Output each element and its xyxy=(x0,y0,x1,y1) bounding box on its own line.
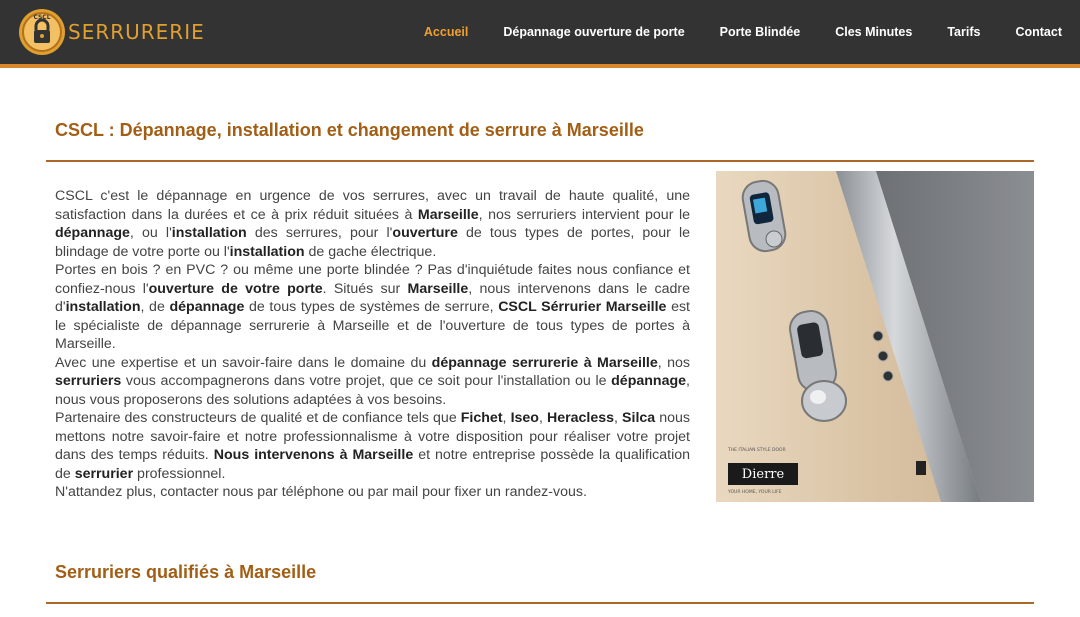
bold-text: Heracless xyxy=(546,410,615,426)
text-run: , nos serruriers intervient pour le xyxy=(478,206,690,223)
text-run: CSCL c'est le dépannage en urgence de vos serrures, avec un travail de haute qualité, une satisfaction dans la durées et ce à prix réduit situées à xyxy=(55,188,690,223)
main-nav xyxy=(389,0,1062,64)
svg-text:YOUR HOME, YOUR LIFE: YOUR HOME, YOUR LIFE xyxy=(728,490,782,495)
text-run: Partenaire des constructeurs de qualité et de confiance tels que xyxy=(55,410,461,426)
text-run: , xyxy=(502,410,511,426)
text-run: , de xyxy=(140,299,170,315)
section-title: CSCL : Dépannage, installation et changement de serrure à Marseille xyxy=(55,120,644,140)
text-run: . Situés sur xyxy=(322,280,408,297)
bold-text: Marseille xyxy=(417,206,479,223)
text-run: N'attandez plus, contacter nous par téléphone ou par mail pour fixer un randez-vous. xyxy=(55,484,587,500)
bold-text: ouverture xyxy=(392,225,458,241)
bold-text: serrurier xyxy=(74,465,134,482)
site-header xyxy=(0,0,1080,68)
bold-text: dépannage xyxy=(169,299,245,315)
brand-name: SERRURERIE xyxy=(68,20,205,44)
bold-text: ouverture de votre porte xyxy=(148,280,323,297)
bold-text: CSCL Sérrurier Marseille xyxy=(498,299,667,315)
logo-badge-icon xyxy=(18,8,66,56)
bold-text: installation xyxy=(229,243,305,260)
bold-text: installation xyxy=(171,225,247,241)
text-run: professionnel. xyxy=(133,465,226,482)
text-run: , nous intervenons dans le cadre d' xyxy=(55,280,690,315)
intro-text xyxy=(55,187,690,502)
section-divider xyxy=(46,160,1034,162)
bold-text: Nous intervenons à Marseille xyxy=(213,447,414,463)
text-run: , nous vous proposerons des solutions adaptées à vos besoins. xyxy=(55,373,690,408)
text-run: de gache électrique. xyxy=(304,243,437,260)
nav-item-tarifs[interactable]: Tarifs xyxy=(947,25,981,39)
text-run: des serrures, pour l' xyxy=(246,225,393,241)
text-run: , xyxy=(614,410,623,426)
text-run: , nos xyxy=(657,354,691,371)
nav-item-contact[interactable]: Contact xyxy=(1015,25,1062,39)
svg-text:Dierre: Dierre xyxy=(741,467,785,482)
bold-text: dépannage xyxy=(55,225,130,241)
svg-text:CSCL: CSCL xyxy=(33,14,51,21)
paragraph xyxy=(55,261,690,354)
text-run: nous mettons notre savoir-faire et notre professionnalisme à votre disposition pour réaliser votre projet dans des temps réduits. xyxy=(55,410,691,463)
section-title: Serruriers qualifiés à Marseille xyxy=(55,562,317,582)
text-run: de tous types de portes, pour le blindage de votre porte ou l' xyxy=(55,225,690,260)
text-run: vous accompagnerons dans votre projet, que ce soit pour l'installation ou le xyxy=(121,373,612,389)
nav-item-depannage[interactable]: Dépannage ouverture de porte xyxy=(503,25,685,39)
nav-item-cles-minutes[interactable]: Cles Minutes xyxy=(835,25,913,39)
nav-item-accueil[interactable]: Accueil xyxy=(423,25,469,39)
bold-text: Fichet xyxy=(460,410,503,426)
bold-text: Silca xyxy=(622,410,656,426)
text-run: et notre entreprise possède la qualification de xyxy=(55,447,690,482)
text-run: de tous types de systèmes de serrure, xyxy=(244,299,499,315)
paragraph xyxy=(55,409,690,483)
svg-text:THE ITALIAN STYLE DOOR: THE ITALIAN STYLE DOOR xyxy=(728,448,786,453)
section-divider xyxy=(46,602,1034,604)
text-run: Avec une expertise et un savoir-faire dans le domaine du xyxy=(55,354,432,371)
bold-text: dépannage xyxy=(611,373,687,389)
door-image-svg xyxy=(716,171,1034,502)
paragraph xyxy=(55,187,690,261)
bold-text: dépannage serrurerie à Marseille xyxy=(431,354,658,371)
bold-text: Marseille xyxy=(407,280,469,297)
text-run: , ou l' xyxy=(129,225,172,241)
text-run: Portes en bois ? en PVC ? ou même une porte blindée ? Pas d'inquiétude faites nous confiance et confiez-nous l' xyxy=(55,262,690,297)
door-lock-photo xyxy=(716,171,1034,502)
bold-text: Iseo xyxy=(510,410,539,426)
paragraph xyxy=(55,483,690,502)
site-logo[interactable] xyxy=(18,8,205,56)
text-run: , xyxy=(538,410,547,426)
bold-text: serruriers xyxy=(55,373,122,389)
text-run: est le spécialiste de dépannage serrurerie à Marseille et de l'ouverture de tous types de portes à Marseille. xyxy=(55,299,690,352)
nav-item-porte-blindee[interactable]: Porte Blindée xyxy=(719,25,801,39)
paragraph xyxy=(55,354,690,410)
bold-text: installation xyxy=(65,299,141,315)
